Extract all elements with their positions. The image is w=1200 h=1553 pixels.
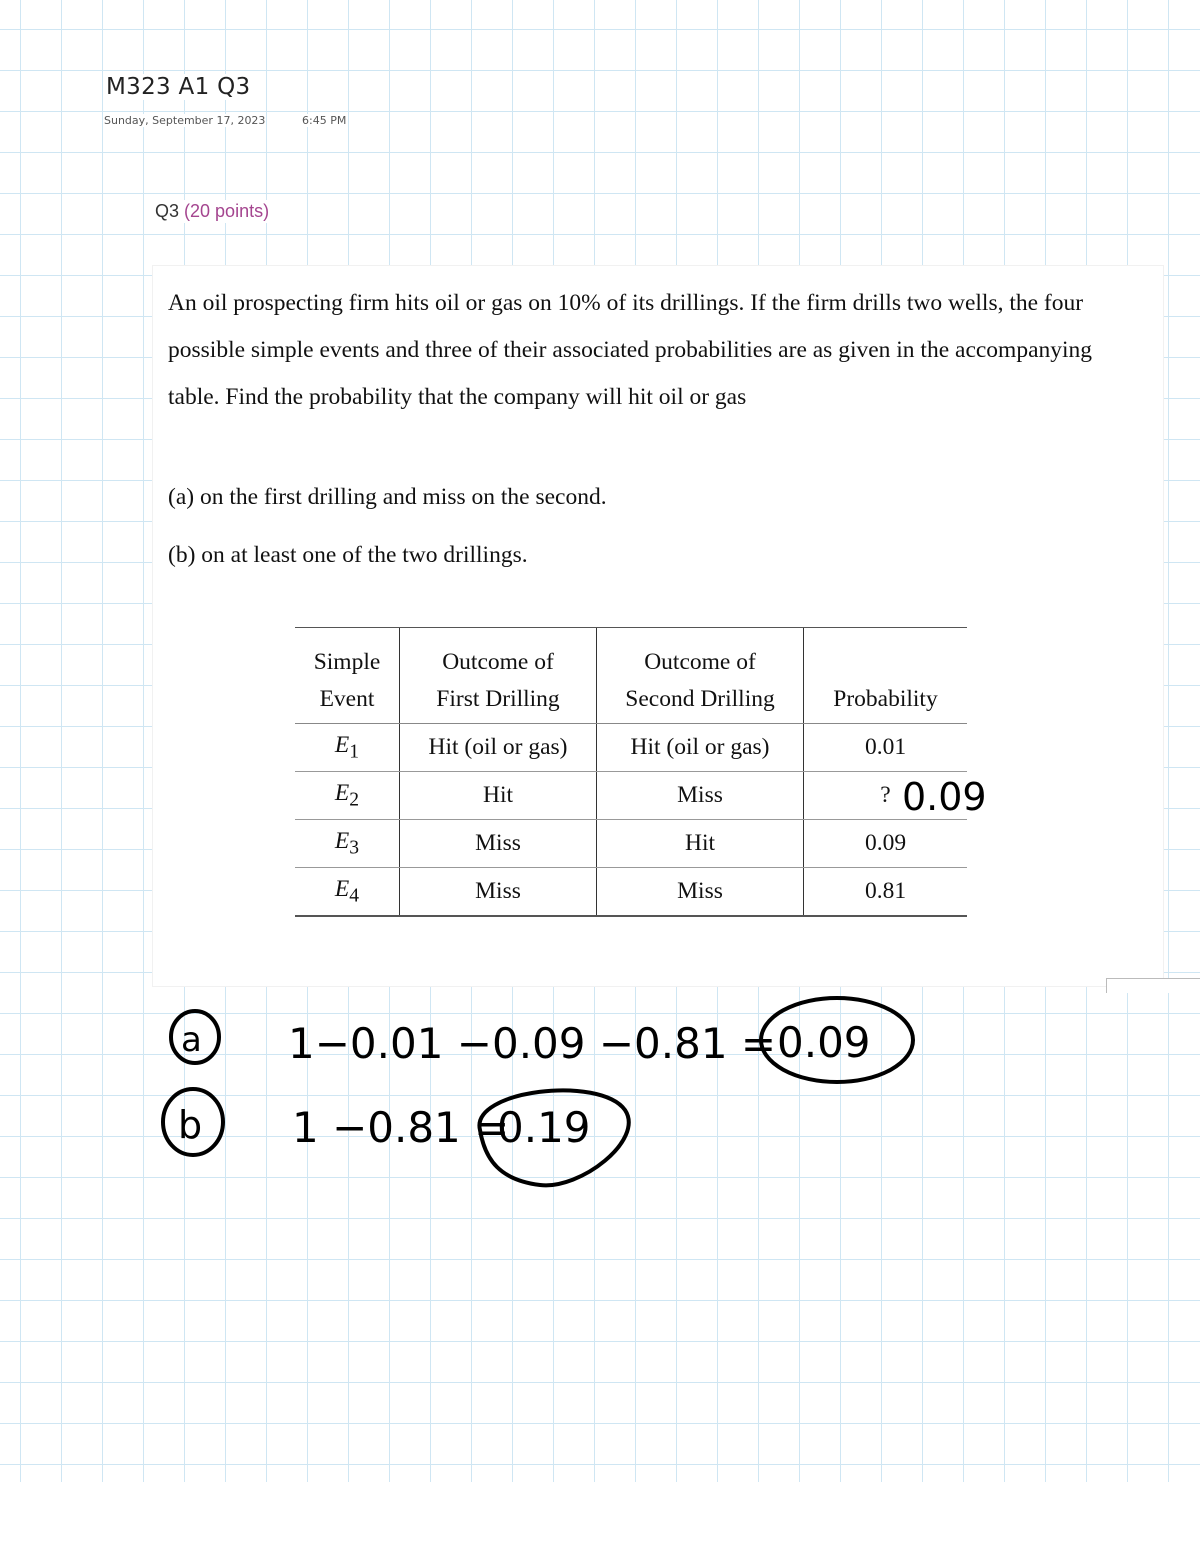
first-outcome-cell: Miss	[400, 820, 597, 868]
second-outcome-cell: Hit	[597, 820, 804, 868]
note-time: 6:45 PM	[302, 114, 347, 127]
header-probability: Probability	[804, 676, 968, 724]
header-event-line1: Simple	[295, 628, 400, 677]
part-b-text: (b) on at least one of the two drillings.	[168, 542, 528, 568]
probability-cell: 0.81	[804, 868, 968, 917]
hand-e2-answer: 0.09	[902, 775, 987, 819]
event-cell: $E_1$	[295, 724, 400, 772]
header-second-line1: Outcome of	[597, 628, 804, 677]
event-cell: $E_3$	[295, 820, 400, 868]
hand-answer-a: 0.09	[777, 1018, 871, 1067]
note-date: Sunday, September 17, 2023	[104, 114, 266, 127]
problem-body: An oil prospecting firm hits oil or gas on 10% of its drillings. If the firm drills two wells, the four possible simple events and three of their associated probabilities are as given in the accompanying table. Find the probability that the company will hit oil or gas	[168, 290, 1093, 410]
probability-cell: ?	[804, 772, 968, 820]
hand-label-b: b	[178, 1103, 203, 1147]
first-outcome-cell: Hit	[400, 772, 597, 820]
header-second-line2: Second Drilling	[597, 676, 804, 724]
event-cell: $E_2$	[295, 772, 400, 820]
hand-answer-b: 0.19	[497, 1103, 591, 1152]
second-outcome-cell: Miss	[597, 772, 804, 820]
header-event-line2: Event	[295, 676, 400, 724]
hand-label-a: a	[181, 1020, 202, 1060]
second-outcome-cell: Hit (oil or gas)	[597, 724, 804, 772]
probability-cell: 0.09	[804, 820, 968, 868]
question-points: (20 points)	[184, 201, 270, 221]
part-a-text: (a) on the first drilling and miss on the second.	[168, 484, 607, 510]
question-label: Q3	[155, 201, 180, 221]
note-title: M323 A1 Q3	[106, 74, 251, 100]
second-outcome-cell: Miss	[597, 868, 804, 917]
first-outcome-cell: Miss	[400, 868, 597, 917]
hand-line-a: 1−0.01 −0.09 −0.81 =	[288, 1019, 777, 1068]
hand-line-b: 1 −0.81 =	[292, 1103, 510, 1152]
probability-cell: 0.01	[804, 724, 968, 772]
event-cell: $E_4$	[295, 868, 400, 917]
header-first-line1: Outcome of	[400, 628, 597, 677]
first-outcome-cell: Hit (oil or gas)	[400, 724, 597, 772]
header-first-line2: First Drilling	[400, 676, 597, 724]
